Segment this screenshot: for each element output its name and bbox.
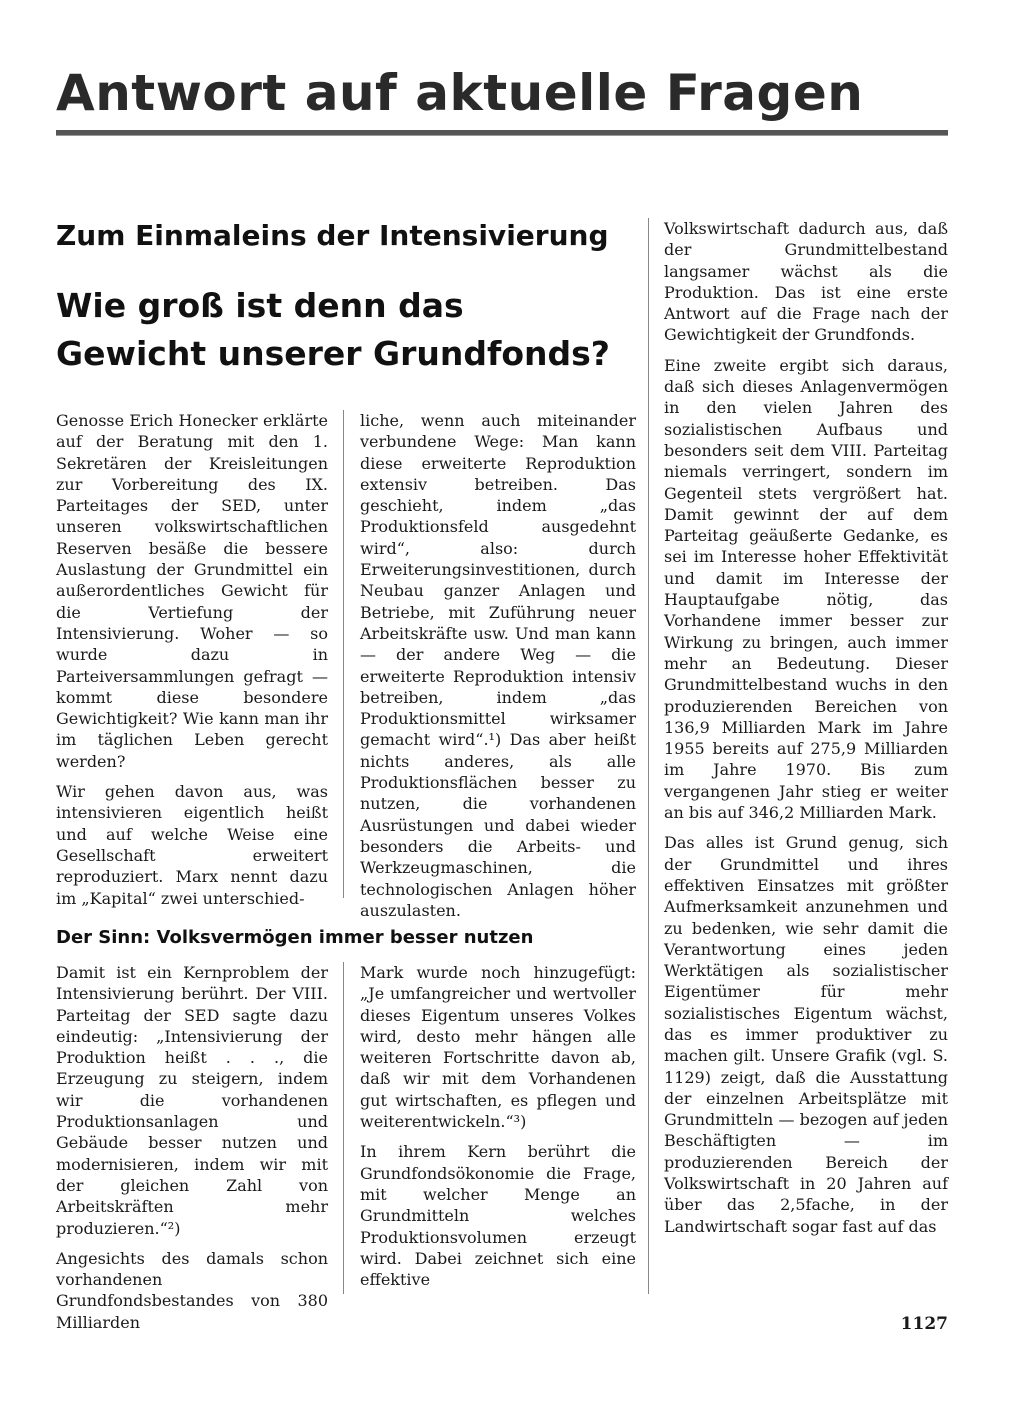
column-rule <box>343 410 344 898</box>
paragraph: Volkswirtschaft dadurch aus, daß der Grundmittelbestand langsamer wächst als die Produktion. Das ist eine erste Antwort auf die Frage nach der Gewichtigkeit der Grundfonds. <box>664 219 948 345</box>
paragraph: In ihrem Kern berührt die Grundfondsökonomie die Frage, mit welcher Menge an Grundmitteln welches Produktionsvolumen erzeugt wird. Dabei zeichnet sich eine effektive <box>360 1142 636 1290</box>
paragraph: Angesichts des damals schon vorhandenen Grundfondsbestandes von 380 Milliarden <box>56 1248 328 1332</box>
paragraph: Mark wurde noch hinzugefügt: „Je umfangreicher und wertvoller dieses Eigentum unseres Volkes wird, desto mehr hängen alle weiteren Fortschritte davon ab, daß wir mit dem Vorhandenen gut wirtschaften, es pflegen und weiterentwickeln.“³) <box>360 963 636 1132</box>
section-title: Antwort auf aktuelle Fragen <box>56 64 864 122</box>
column-2-bottom <box>360 962 636 1299</box>
column-2-top <box>360 410 636 930</box>
paragraph: Das alles ist Grund genug, sich der Grundmittel und ihres effektiven Einsatzes mit größter Aufmerksamkeit anzunehmen und zu bedenken, wie sehr damit die Verantwortung eines jeden Werktätigen als sozialistischer Eigentümer für mehr sozialistisches Eigentum wächst, das es immer produktiver zu machen gilt. Unsere Grafik (vgl. S. 1129) zeigt, daß die Ausstattung der einzelnen Arbeitsplätze mit Grundmitteln — bezogen auf jeden Beschäftigten — im produzierenden Bereich der Volkswirtschaft in 20 Jahren auf über das 2,5fache, in der Landwirtschaft sogar fast auf das <box>664 833 948 1236</box>
column-1-top <box>56 410 328 918</box>
paragraph: Damit ist ein Kernproblem der Intensivierung berührt. Der VIII. Parteitag der SED sagte dazu eindeutig: „Intensivierung der Produktion heißt . . ., die Erzeugung zu steigern, indem wir die vorhandenen Produktionsanlagen und Gebäude besser nutzen und modernisieren, indem wir mit der gleichen Zahl von Arbeitskräften mehr produzieren.“²) <box>56 963 328 1238</box>
paragraph: Wir gehen davon aus, was intensivieren eigentlich heißt und auf welche Weise eine Gesellschaft erweitert reproduziert. Marx nennt dazu im „Kapital“ zwei unterschied- <box>56 782 328 908</box>
headline-line-2: Gewicht unserer Grundfonds? <box>56 334 610 373</box>
column-1-bottom <box>56 962 328 1342</box>
paragraph: Eine zweite ergibt sich daraus, daß sich dieses Anlagenvermögen in den vielen Jahren des sozialistischen Aufbaus und besonders seit dem VIII. Parteitag niemals verringert, sondern im Gegenteil stets vergrößert hat. Damit gewinnt der auf dem Parteitag geäußerte Gedanke, es sei im Interesse hoher Effektivität und damit im Interesse der Hauptaufgabe nötig, das Vorhandene immer besser zur Wirkung zu bringen, auch immer mehr an Bedeutung. Dieser Grundmittelbestand wuchs in den produzierenden Bereichen von 136,9 Milliarden Mark im Jahre 1955 bereits auf 275,9 Milliarden im Jahre 1970. Bis zum vergangenen Jahr stieg er weiter an bis auf 346,2 Milliarden Mark. <box>664 355 948 823</box>
title-rule <box>56 130 948 136</box>
column-rule <box>343 962 344 1294</box>
column-3 <box>664 218 948 1246</box>
article-headline <box>56 282 636 378</box>
paragraph: Genosse Erich Honecker erklärte auf der Beratung mit den 1. Sekretären der Kreisleitungen zur Vorbereitung des IX. Parteitages der SED, unter unseren volkswirtschaftlichen Reserven besäße die bessere Auslastung der Grundmittel ein außerordentliches Gewicht für die Vertiefung der Intensivierung. Woher — so wurde dazu in Parteiversammlungen gefragt — kommt diese besondere Gewichtigkeit? Wie kann man ihr im täglichen Leben gerecht werden? <box>56 411 328 771</box>
column-rule <box>648 218 649 1294</box>
article-kicker: Zum Einmaleins der Intensivierung <box>56 219 609 252</box>
subheading: Der Sinn: Volksvermögen immer besser nutzen <box>56 927 534 948</box>
page-number: 1127 <box>900 1314 948 1334</box>
headline-line-1: Wie groß ist denn das <box>56 286 464 325</box>
paragraph: liche, wenn auch miteinander verbundene Wege: Man kann diese erweiterte Reproduktion extensiv betreiben. Das geschieht, indem „das Produktionsfeld ausgedehnt wird“, also: durch Erweiterungsinvestitionen, durch Neubau ganzer Anlagen und Betriebe, mit Zuführung neuer Arbeitskräfte usw. Und man kann — der andere Weg — die erweiterte Reproduktion intensiv betreiben, indem „das Produktionsmittel wirksamer gemacht wird“.¹) Das aber heißt nichts anderes, als alle Produktionsflächen besser zu nutzen, die vorhandenen Ausrüstungen und dabei wieder besonders die Arbeits- und Werkzeugmaschinen, die technologischen Anlagen höher auszulasten. <box>360 411 636 920</box>
